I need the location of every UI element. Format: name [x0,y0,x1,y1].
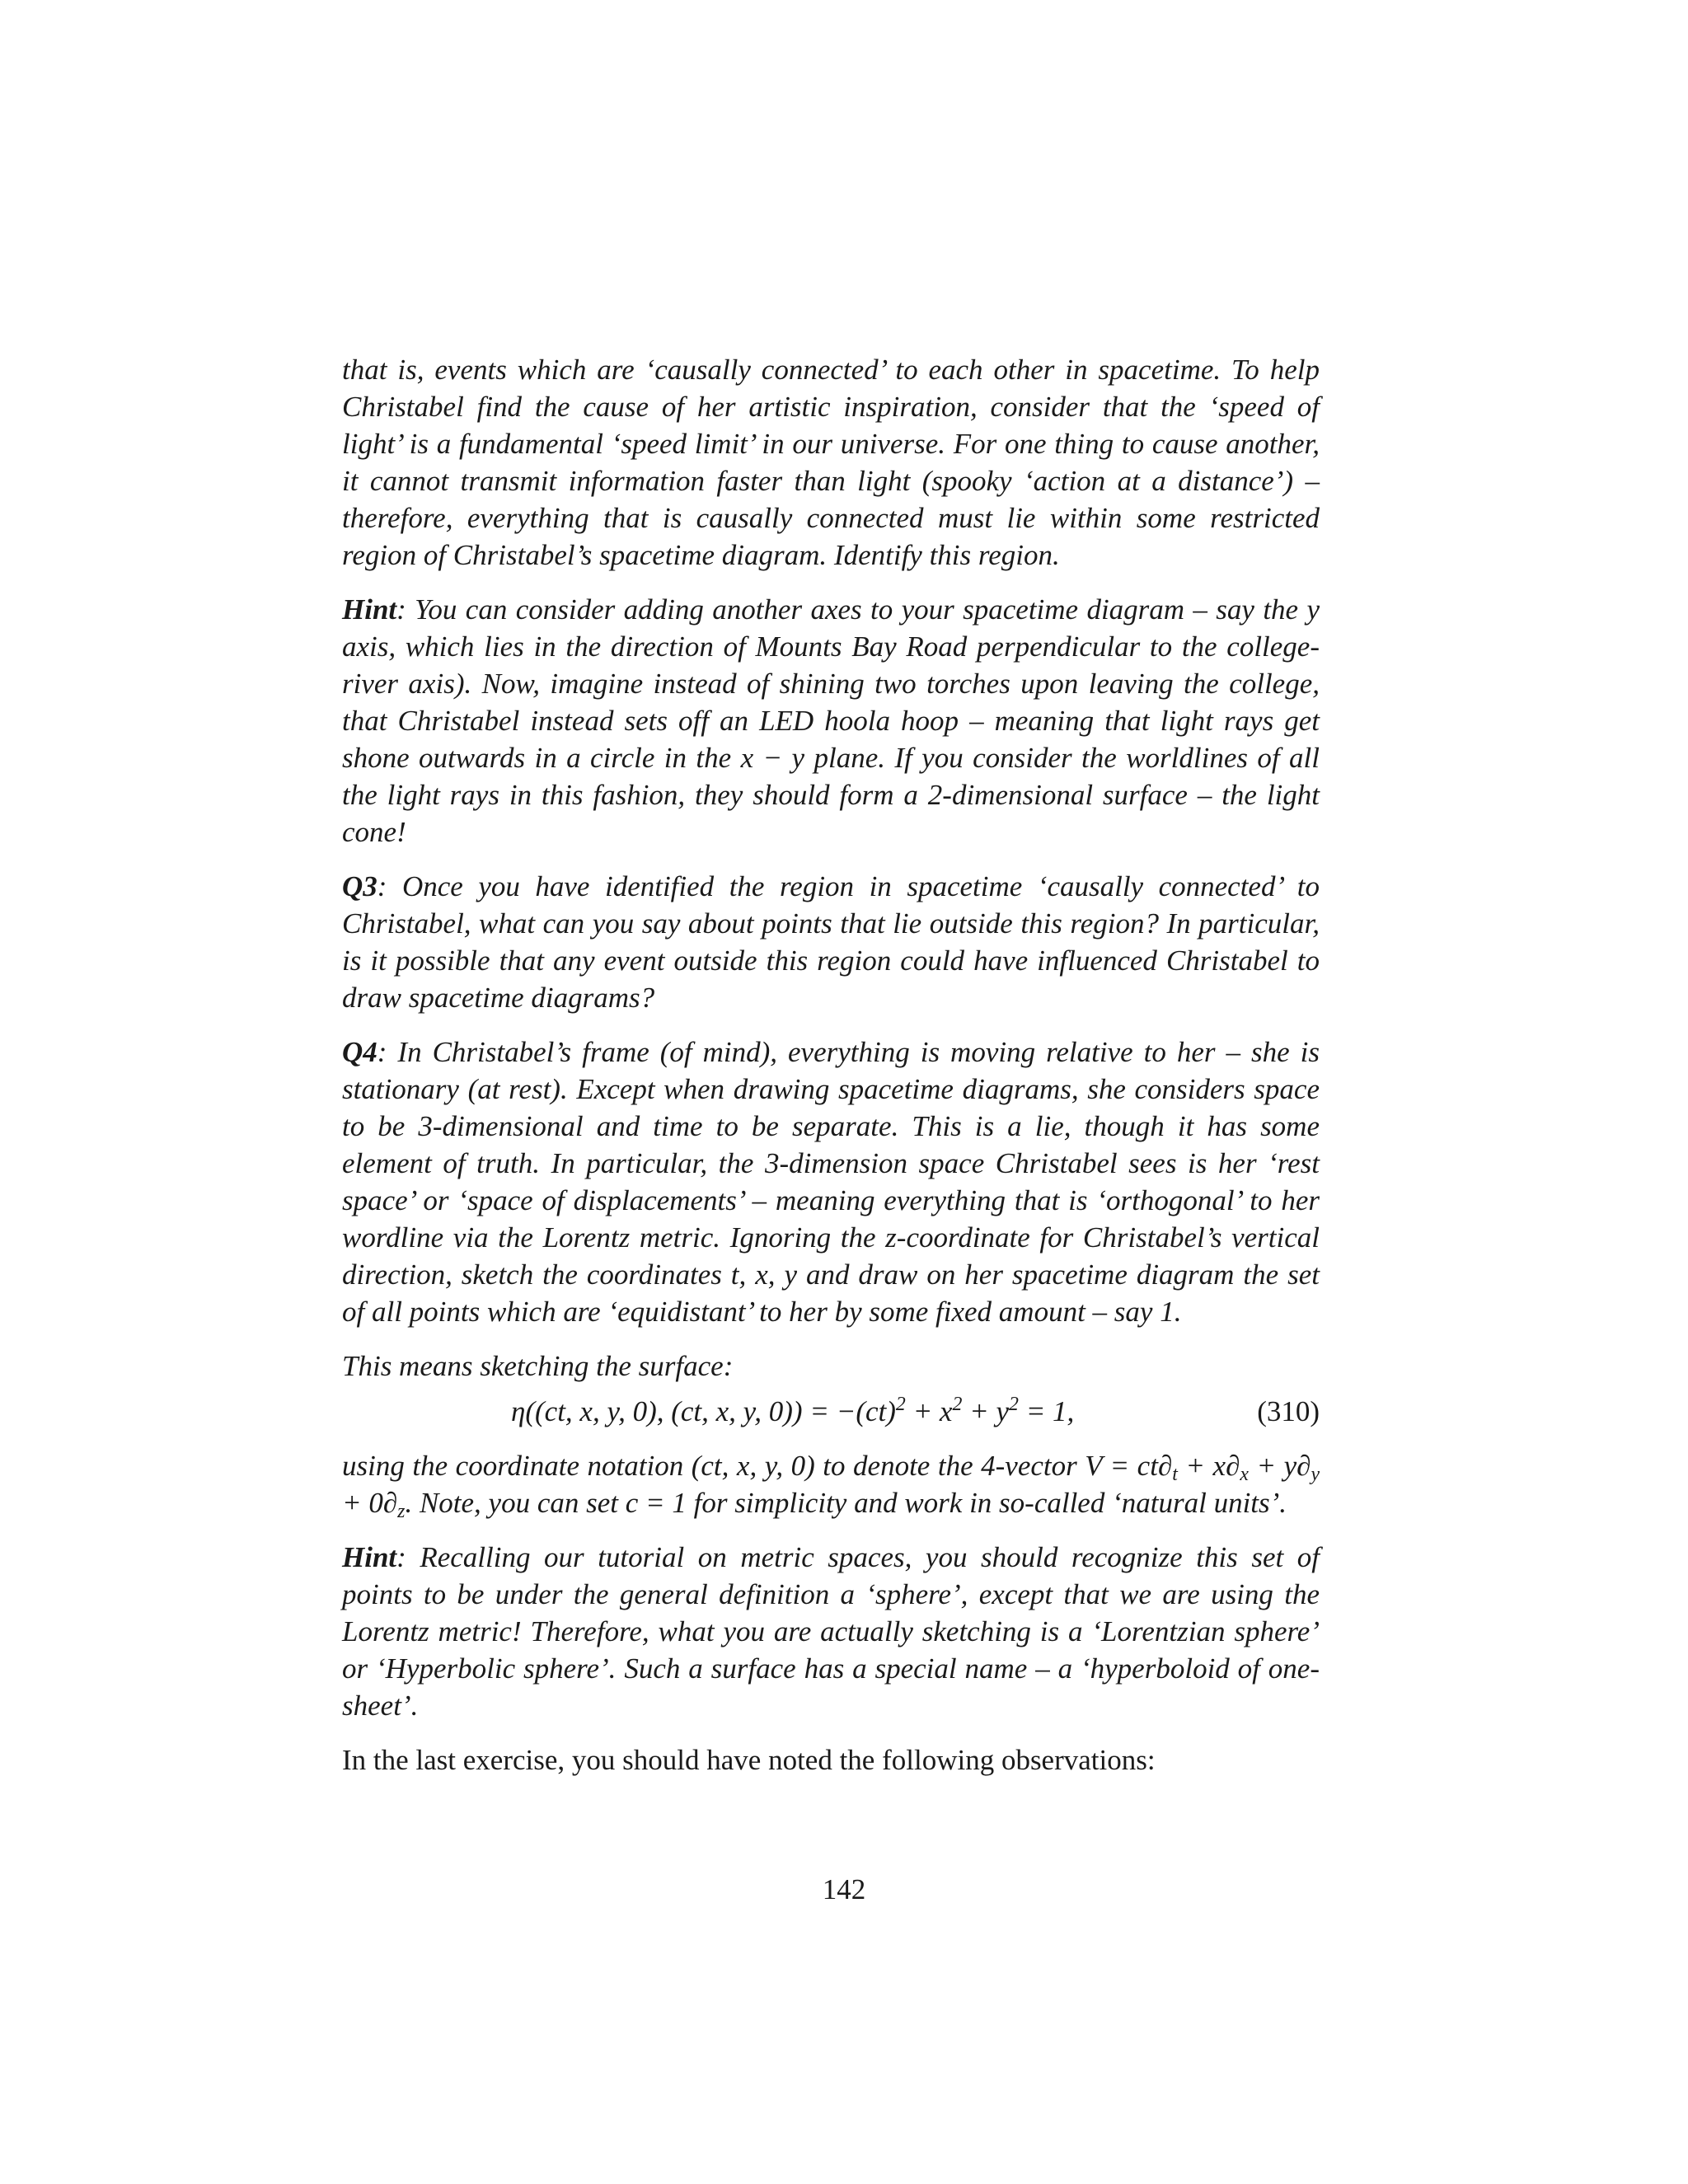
q3-label: Q3 [342,870,377,902]
hint-light-cone-text: : You can consider adding another axes to your spacetime diagram – say the y axis, which lies in the direction of Mounts Bay Road perpendicular to the college-river axis). Now, imagine instead of shining two torches upon leaving the college, that Christabel instead sets off an LED hoola hoop – meaning that light rays get shone outwards in a circle in the x − y plane. If you consider the worldlines of all the light rays in this fashion, they should form a 2-dimensional surface – the light cone! [342,593,1320,848]
hint-hyperboloid-text: : Recalling our tutorial on metric spaces, you should recognize this set of points to be under the general definition a ‘sphere’, except that we are using the Lorentz metric! Therefore, what you are actually sketching is a ‘Lorentzian sphere’ or ‘Hyperbolic sphere’. Such a surface has a special name – a ‘hyperboloid of one-sheet’. [342,1541,1320,1722]
causal-connection-paragraph [342,351,1320,574]
q4-label: Q4 [342,1036,377,1068]
surface-intro-paragraph [342,1347,1320,1385]
page-body [342,351,1320,1796]
notation-paragraph: using the coordinate notation (ct, x, y, 0) to denote the 4-vector $V = ct\partial_t + x\partial_x + y\partial_y + 0\partial_z$. Note, you can set c = 1 for simplicity and work in so-called ‘natural units’. [342,1450,1320,1522]
hint-paragraph-light-cone [342,591,1320,851]
page-number: 142 [822,1873,866,1905]
equation-310 [342,1393,1320,1430]
q3-text: : Once you have identified the region in spacetime ‘causally connected’ to Christabel, what can you say about points that lie outside this region? In particular, is it possible that any event outside this region could have influenced Christabel to draw spacetime diagrams? [342,870,1320,1014]
hyperboloid-equation: η((ct, x, y, 0), (ct, x, y, $0)) = -(ct)^2 + x^2 + y^2 = 1$, [511,1393,1075,1427]
q4-text: : In Christabel’s frame (of mind), everything is moving relative to her – she is stationary (at rest). Except when drawing spacetime diagrams, she considers space to be 3-dimensional and time to be separate. This is a lie, though it has some element of truth. In particular, the 3-dimension space Christabel sees is her ‘rest space’ or ‘space of displacements’ – meaning everything that is ‘orthogonal’ to her wordline via the Lorentz metric. Ignoring the z-coordinate for Christabel’s vertical direction, sketch the coordinates t, x, y and draw on her spacetime diagram the set of all points which are ‘equidistant’ to her by some fixed amount – say 1. [342,1036,1320,1328]
hint-label: Hint [342,593,397,626]
equation-number: (310) [1257,1395,1320,1427]
question-q4-paragraph [342,1033,1320,1330]
closing-paragraph [342,1741,1320,1779]
causal-connection-text: that is, events which are ‘causally connected’ to each other in spacetime. To help Christabel find the cause of her artistic inspiration, consider that the ‘speed of light’ is a fundamental ‘speed limit’ in our universe. For one thing to cause another, it cannot transmit information faster than light (spooky ‘action at a distance’) – therefore, everything that is causally connected must lie within some restricted region of Christabel’s spacetime diagram. Identify this region. [342,354,1320,571]
surface-intro-text: This means sketching the surface: [342,1350,734,1382]
hint-paragraph-hyperboloid [342,1539,1320,1724]
hint-label: Hint [342,1541,397,1573]
question-q3-paragraph [342,868,1320,1016]
closing-text: In the last exercise, you should have noted the following observations: [342,1744,1156,1776]
